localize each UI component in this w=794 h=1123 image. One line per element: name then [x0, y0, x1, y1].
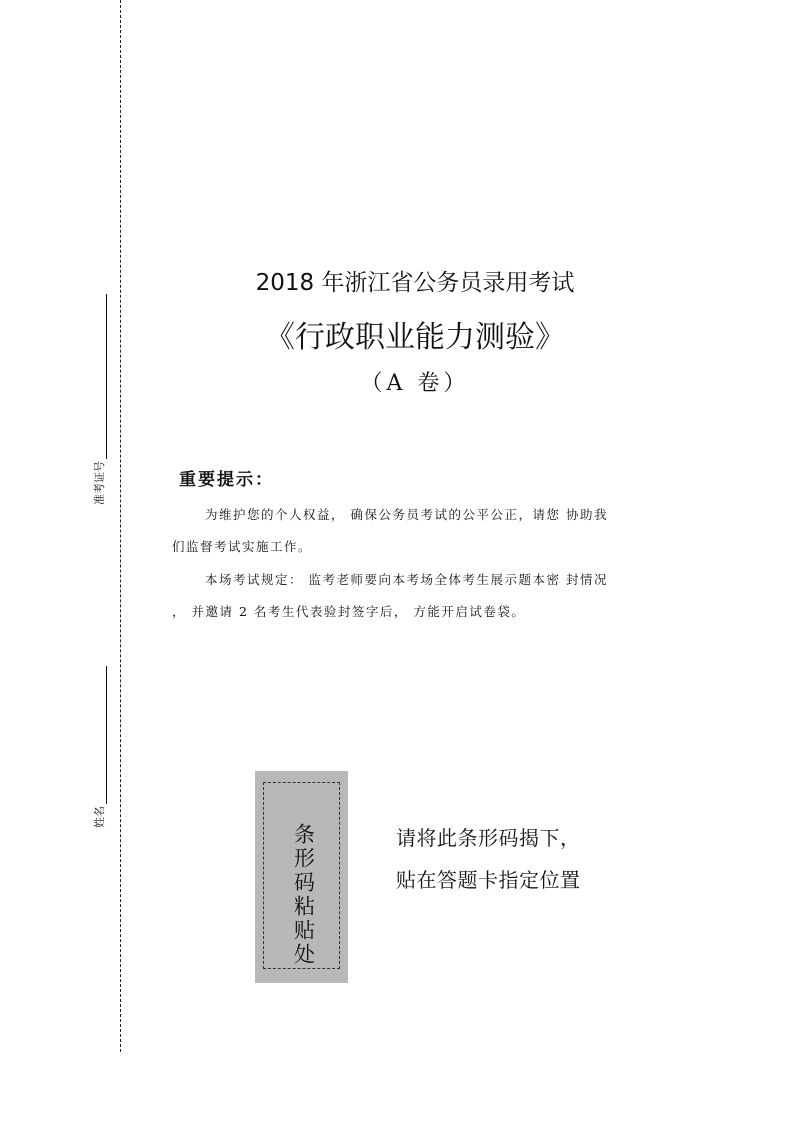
barcode-instruction-line-2: 贴在答题卡指定位置 — [396, 868, 581, 892]
exam-subject: 《行政职业能力测验》 — [265, 320, 565, 355]
barcode-dashed-frame — [263, 782, 340, 969]
notice-paragraph-1-line-1: 为维护您的个人权益， 确保公务员考试的公平公正，请您 协助我 — [205, 507, 608, 522]
name-underline — [105, 666, 107, 804]
cut-line — [120, 0, 121, 1052]
barcode-label: 条形码粘贴处 — [291, 823, 316, 967]
paper-version: （A 卷） — [360, 371, 470, 396]
notice-paragraph-2-line-2: ， 并邀请 2 名考生代表验封签字后， 方能开启试卷袋。 — [172, 604, 526, 619]
notice-paragraph-1-line-2: 们监督考试实施工作。 — [172, 539, 313, 554]
barcode-area — [255, 771, 348, 983]
exam-number-label: 准考证号 — [93, 461, 106, 505]
barcode-instruction-line-1: 请将此条形码揭下， — [396, 826, 581, 850]
name-field[interactable] — [91, 666, 107, 828]
notice-paragraph-2-line-1: 本场考试规定： 监考老师要向本考场全体考生展示题本密 封情况 — [205, 572, 608, 587]
exam-title: 2018 年浙江省公务员录用考试 — [255, 270, 575, 296]
notice-heading: 重要提示： — [179, 470, 274, 490]
name-label: 姓名 — [93, 806, 106, 828]
